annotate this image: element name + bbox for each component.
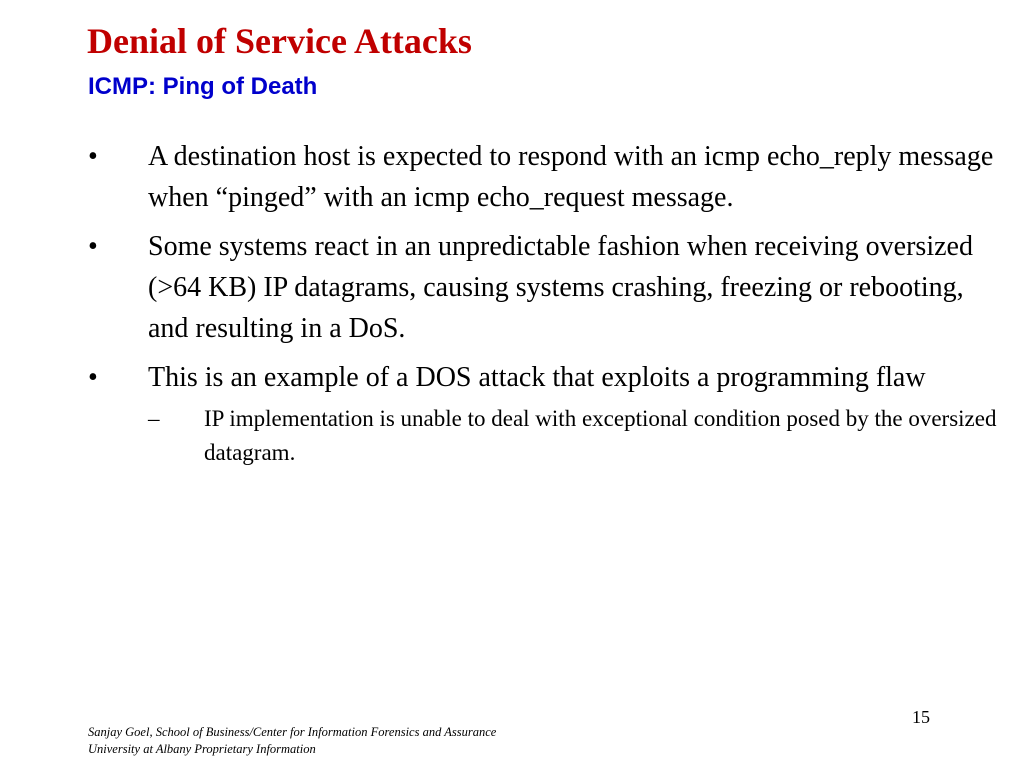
footer-line-1: Sanjay Goel, School of Business/Center for Information Forensics and Assurance (88, 725, 497, 739)
sub-bullet-text: IP implementation is unable to deal with exceptional condition posed by the oversized datagram. (204, 406, 997, 465)
bullet-text: Some systems react in an unpredictable fashion when receiving oversized (>64 KB) IP datagrams, causing systems crashing, freezing or rebooting, and resulting in a DoS. (148, 231, 973, 344)
slide-title: Denial of Service Attacks (87, 21, 472, 61)
sub-bullet-marker: – (148, 406, 160, 431)
slide-subtitle: ICMP: Ping of Death (88, 73, 318, 100)
bullet-item (88, 136, 998, 218)
bullet-marker: • (88, 141, 98, 172)
bullet-marker: • (88, 362, 98, 393)
bullet-text: A destination host is expected to respond with an icmp echo_reply message when “pinged” with an icmp echo_request message. (148, 141, 994, 213)
page-number: 15 (912, 707, 930, 727)
bullet-marker: • (88, 231, 98, 262)
bullet-item (88, 357, 998, 398)
bullet-list (88, 136, 998, 470)
footer-line-2: University at Albany Proprietary Information (88, 742, 316, 756)
bullet-item (88, 226, 998, 349)
bullet-text: This is an example of a DOS attack that exploits a programming flaw (148, 362, 926, 393)
sub-bullet-item (88, 402, 998, 470)
footer (88, 724, 496, 758)
